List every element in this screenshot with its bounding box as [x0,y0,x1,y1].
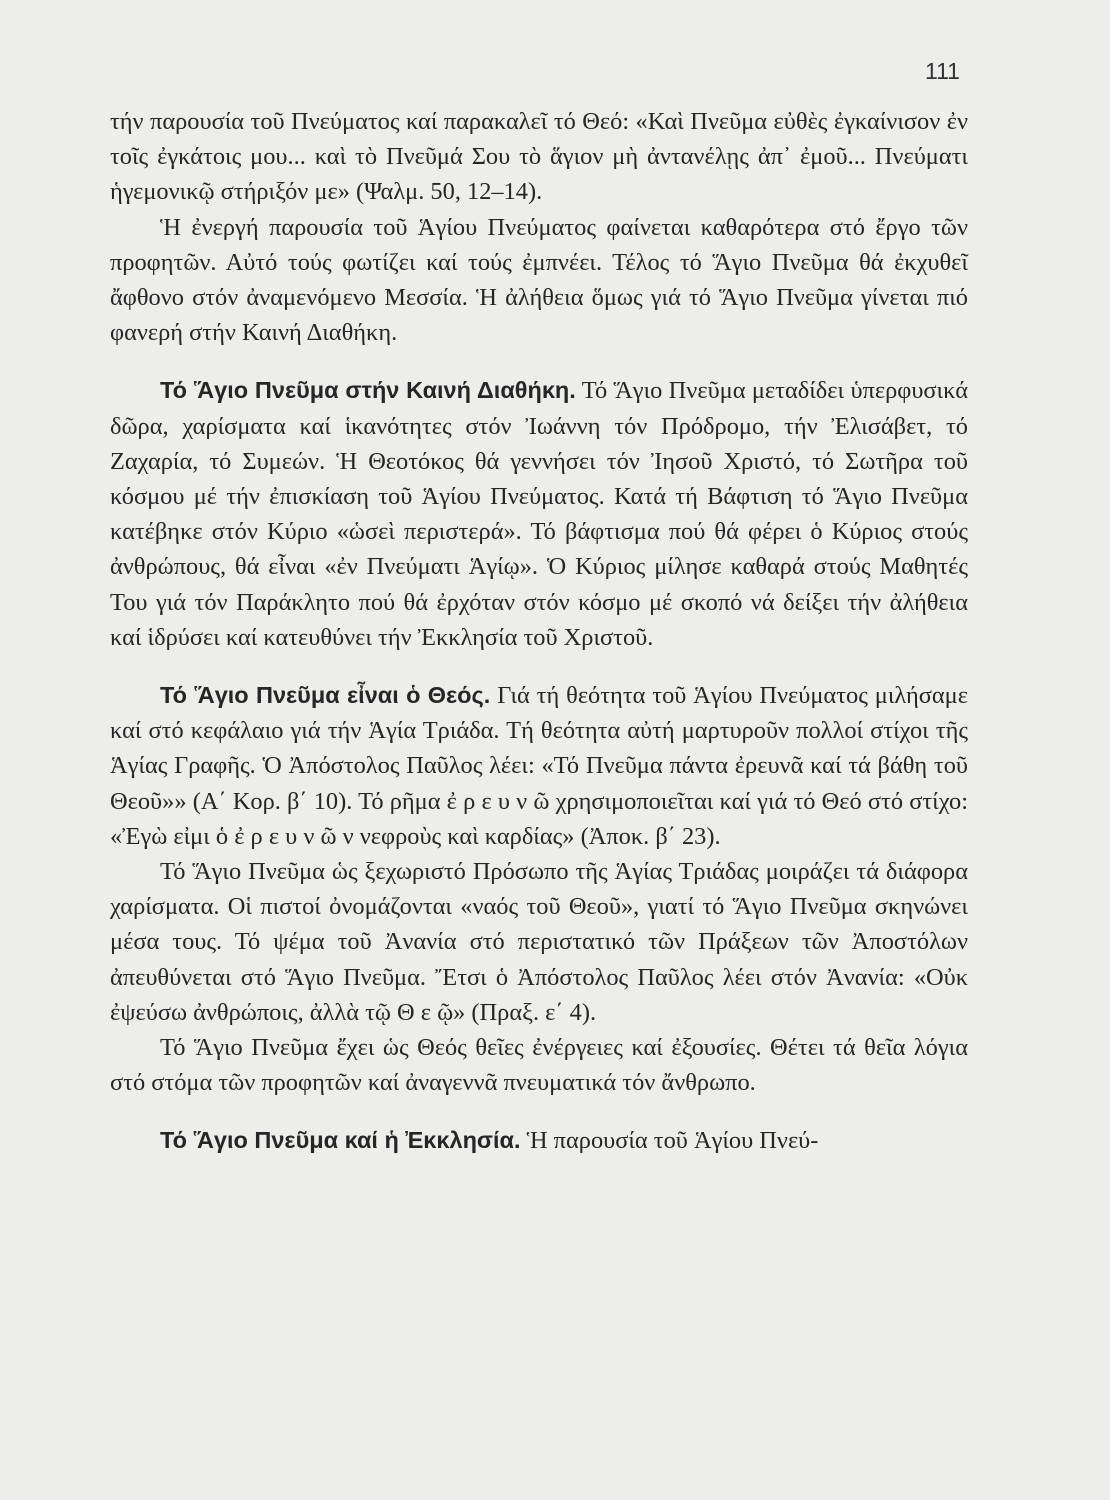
paragraph-psalm-quote: τήν παρουσία τοῦ Πνεύματος καί παρακαλεῖ τό Θεό: «Καὶ Πνεῦμα εὐθὲς ἐγκαίνισον ἐν τοῖς ἐγκάτοις μου... καὶ τὸ Πνεῦμά Σου τὸ ἅγιον μὴ ἀντανέλῃς ἀπ᾽ ἐμοῦ... Πνεύματι ἡγεμονικῷ στήριξόν με» (Ψαλμ. 50, 12–14). [110,108,968,206]
section-title-spirit-and-church: Τό Ἅγιο Πνεῦμα καί ἡ Ἐκκλησία. [160,1127,521,1154]
page-number: 111 [925,58,960,84]
section-body-spirit-and-church: Ἡ παρουσία τοῦ Ἁγίου Πνεύ- [526,1127,819,1155]
paragraph-distinct-person: Τό Ἅγιο Πνεῦμα ὡς ξεχωριστό Πρόσωπο τῆς Ἁγίας Τριάδας μοιράζει τά διάφορα χαρίσματα. Οἱ πιστοί ὀνομάζονται «ναός τοῦ Θεοῦ», γιατί τό Ἅγιο Πνεῦμα σκηνώνει μέσα τους. Τό ψέμα τοῦ Ἀνανία στό περιστατικό τῶν Πράξεων τῶν Ἀποστόλων ἀπευθύνεται στό Ἅγιο Πνεῦμα. Ἔτσι ὁ Ἀπόστολος Παῦλος λέει στόν Ἀνανία: «Οὐκ ἐψεύσω ἀνθρώποις, ἀλλὰ τῷ Θ ε ῷ» (Πραξ. ε΄ 4). [110,858,968,1026]
section-body-new-testament: Τό Ἅγιο Πνεῦμα μεταδίδει ὑπερφυσικά δῶρα, χαρίσματα καί ἱκανότητες στόν Ἰωάννη τόν Πρόδρομο, τήν Ἐλισάβετ, τό Ζαχαρία, τό Συμεών. Ἡ Θεοτόκος θά γεννήσει τόν Ἰησοῦ Χριστό, τό Σωτῆρα τοῦ κόσμου μέ τήν ἐπισκίαση τοῦ Ἁγίου Πνεύματος. Κατά τή Βάφτιση τό Ἅγιο Πνεῦμα κατέβηκε στόν Κύριο «ὡσεὶ περιστερά». Τό βάφτισμα πού θά φέρει ὁ Κύριος στούς ἀνθρώπους, θά εἶναι «ἐν Πνεύματι Ἁγίῳ». Ὁ Κύριος μίλησε καθαρά στούς Μαθητές Του γιά τόν Παράκλητο πού θά ἐρχόταν στόν κόσμο μέ σκοπό νά δείξει τήν ἀλήθεια καί ἱδρύσει καί κατευθύνει τήν Ἐκκλησία τοῦ Χριστοῦ. [110,377,968,651]
section-title-spirit-is-god: Τό Ἅγιο Πνεῦμα εἶναι ὁ Θεός. [160,682,491,709]
body-text [110,104,968,1159]
paragraph-prophets: Ἡ ἐνεργή παρουσία τοῦ Ἁγίου Πνεύματος φαίνεται καθαρότερα στό ἔργο τῶν προφητῶν. Αὐτό τούς φωτίζει καί τούς ἐμπνέει. Τέλος τό Ἅγιο Πνεῦμα θά ἐκχυθεῖ ἄφθονο στόν ἀναμενόμενο Μεσσία. Ἡ ἀλήθεια ὅμως γιά τό Ἅγιο Πνεῦμα γίνεται πιό φανερή στήν Καινή Διαθήκη. [110,213,968,347]
section-spirit-is-god [110,678,968,854]
paragraph-divine-energies: Τό Ἅγιο Πνεῦμα ἔχει ὡς Θεός θεῖες ἐνέργειες καί ἐξουσίες. Θέτει τά θεῖα λόγια στό στόμα τῶν προφητῶν καί ἀναγεννᾶ πνευματικά τόν ἄνθρωπο. [110,1034,968,1097]
section-title-new-testament: Τό Ἅγιο Πνεῦμα στήν Καινή Διαθήκη. [160,377,576,404]
section-body-spirit-is-god: Γιά τή θεότητα τοῦ Ἁγίου Πνεύματος μιλήσαμε καί στό κεφάλαιο γιά τήν Ἁγία Τριάδα. Τή θεότητα αὐτή μαρτυροῦν πολλοί στίχοι τῆς Ἁγίας Γραφῆς. Ὁ Ἀπόστολος Παῦλος λέει: «Τό Πνεῦμα πάντα ἐρευνᾶ καί τά βάθη τοῦ Θεοῦ»» (Α΄ Κορ. β΄ 10). Τό ρῆμα ἐ ρ ε υ ν ῶ χρησιμοποιεῖται καί γιά τό Θεό στό στίχο: «Ἐγὼ εἰμι ὁ ἐ ρ ε υ ν ῶ ν νεφροὺς καὶ καρδίας» (Ἀποκ. β΄ 23). [110,682,968,850]
section-spirit-and-church [110,1123,968,1158]
section-new-testament [110,373,968,655]
